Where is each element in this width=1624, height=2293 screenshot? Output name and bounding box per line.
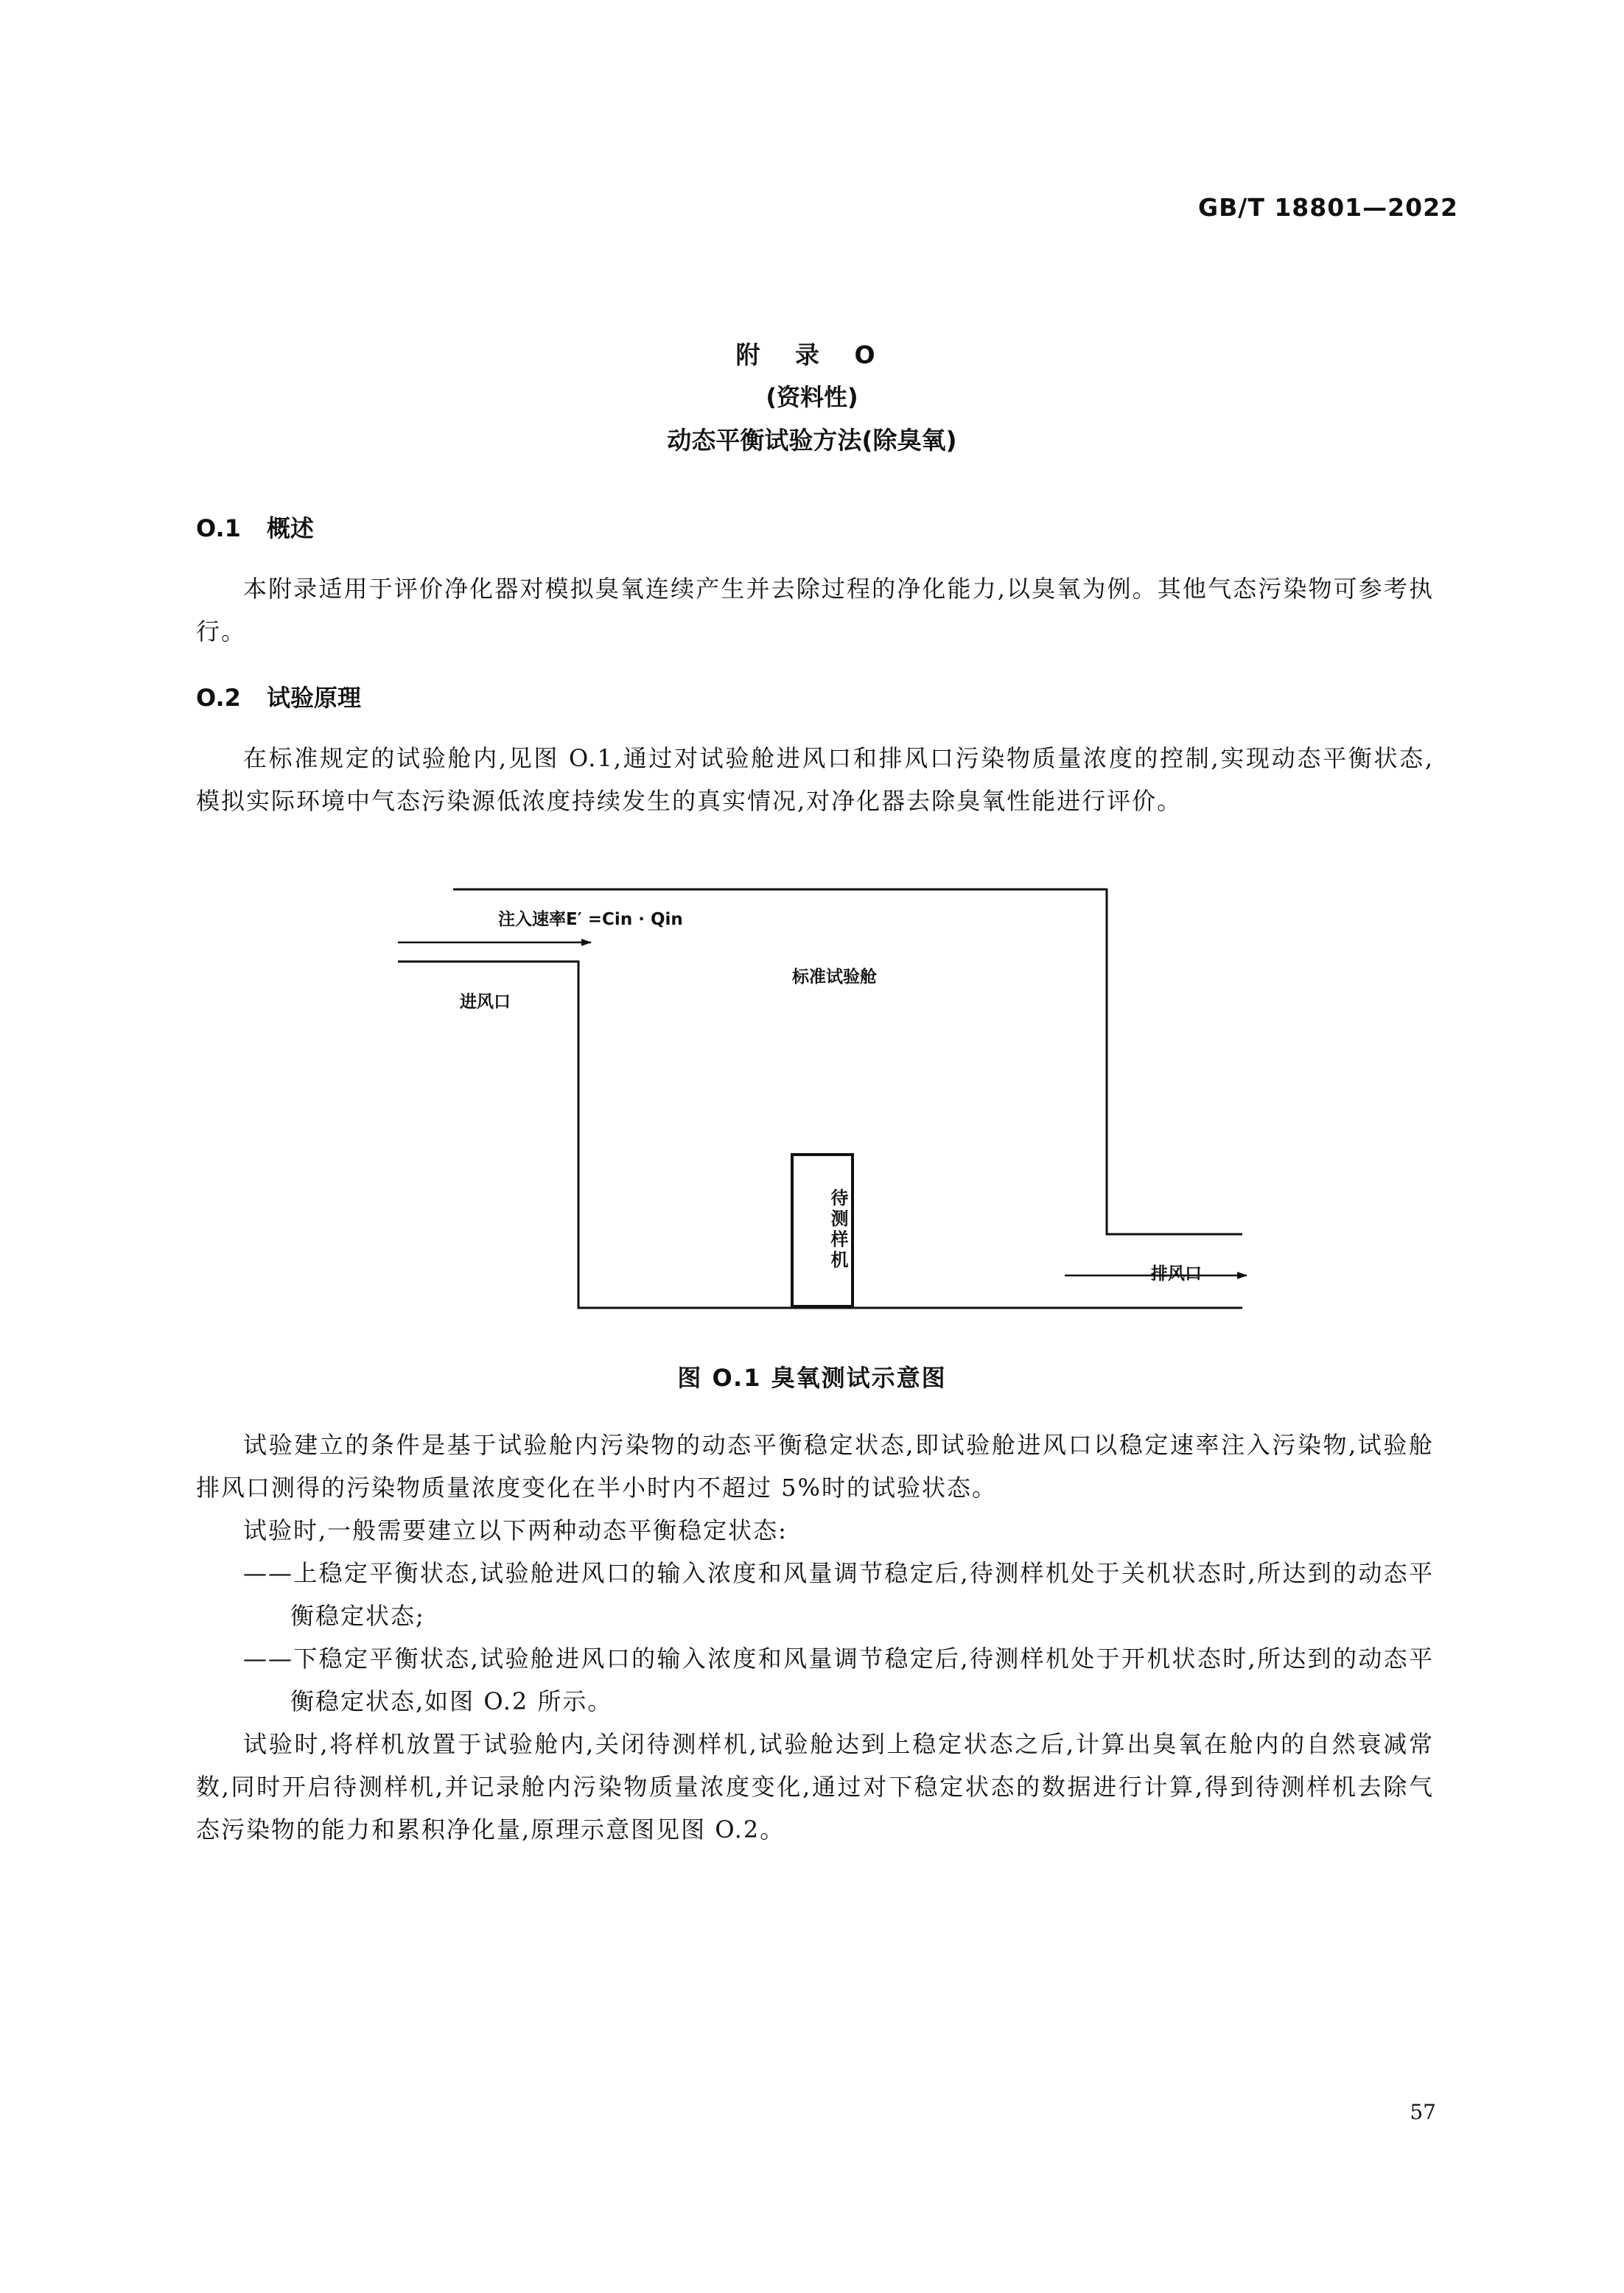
paragraph: 试验时,将样机放置于试验舱内,关闭待测样机,试验舱达到上稳定状态之后,计算出臭氧在舱内的自然衰减常数,同时开启待测样机,并记录舱内污染物质量浓度变化,通过对下稳定状态的数据进行计算,得到待测样机去除气态污染物的能力和累积净化量,原理示意图见图 O.2。: [196, 1730, 1434, 1844]
page-number: 57: [1410, 2100, 1436, 2124]
chamber-label: 标准试验舱: [792, 967, 877, 987]
section-heading-o2: [196, 679, 361, 713]
section-o2-body: [196, 737, 1434, 822]
section-number: O.2: [196, 684, 241, 712]
section-title: 概述: [267, 514, 315, 542]
outlet-label: 排风口: [1151, 1264, 1202, 1284]
inlet-label: 进风口: [460, 993, 511, 1012]
paragraph: 试验建立的条件是基于试验舱内污染物的动态平衡稳定状态,即试验舱进风口以稳定速率注入污染物,试验舱排风口测得的污染物质量浓度变化在半小时内不超过 5%时的试验状态。: [196, 1431, 1434, 1502]
paragraph: 本附录适用于评价净化器对模拟臭氧连续产生并去除过程的净化能力,以臭氧为例。其他气态污染物可参考执行。: [196, 575, 1434, 645]
section-heading-o1: [196, 510, 314, 544]
injection-rate-label: 注入速率E′ =Cin · Qin: [498, 910, 683, 929]
appendix-title: 附 录 O: [735, 340, 889, 369]
sample-device-label: 待测样机: [827, 1188, 848, 1271]
section-o1-body: [196, 567, 1434, 653]
appendix-name: 动态平衡试验方法(除臭氧): [667, 426, 957, 455]
paragraph: 试验时,一般需要建立以下两种动态平衡稳定状态:: [243, 1516, 788, 1544]
figure-caption: 图 O.1 臭氧测试示意图: [677, 1364, 947, 1392]
section-number: O.1: [196, 514, 241, 542]
sample-device-box: [791, 1153, 854, 1308]
standard-code: GB/T 18801—2022: [1198, 193, 1458, 222]
paragraph: 在标准规定的试验舱内,见图 O.1,通过对试验舱进风口和排风口污染物质量浓度的控制,实现动态平衡状态,模拟实际环境中气态污染源低浓度持续发生的真实情况,对净化器去除臭氧性能进行评价。: [196, 744, 1434, 815]
ozone-test-diagram: [398, 881, 1253, 1337]
appendix-type: (资料性): [766, 383, 858, 411]
section-title: 试验原理: [267, 684, 362, 712]
list-item: ——下稳定平衡状态,试验舱进风口的输入浓度和风量调节稳定后,待测样机处于开机状态时,所达到的动态平衡稳定状态,如图 O.2 所示。: [243, 1645, 1434, 1715]
principle-body: [196, 1424, 1434, 1851]
list-item: ——上稳定平衡状态,试验舱进风口的输入浓度和风量调节稳定后,待测样机处于关机状态时,所达到的动态平衡稳定状态;: [243, 1559, 1434, 1630]
